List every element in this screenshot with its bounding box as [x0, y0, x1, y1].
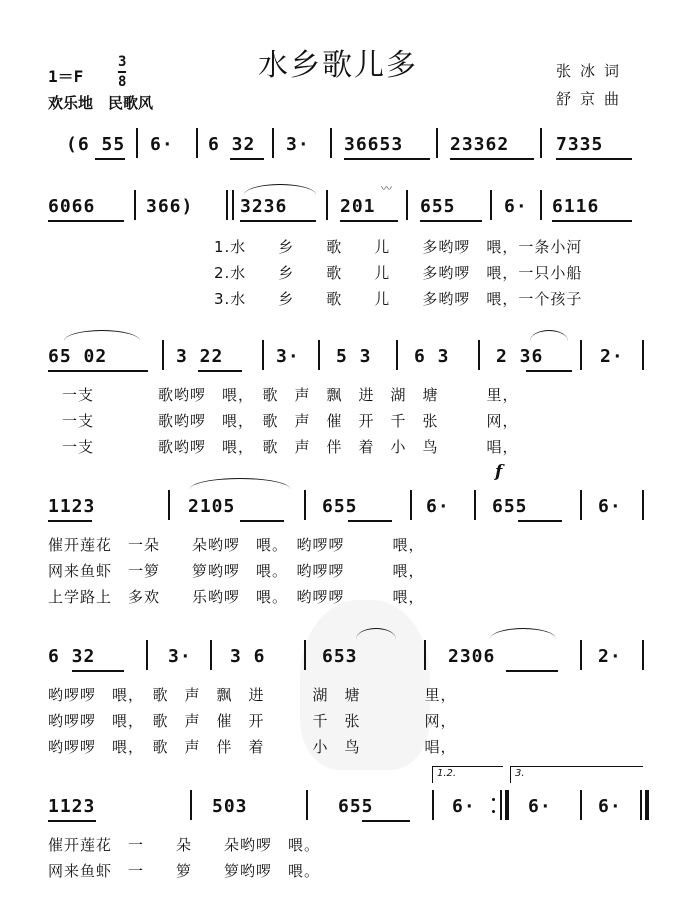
- measure: 6·: [452, 796, 476, 817]
- measure: 6·: [598, 796, 622, 817]
- barline: [580, 640, 582, 670]
- slur: [244, 184, 316, 195]
- measure: 2105: [188, 496, 236, 517]
- slur: [490, 628, 556, 639]
- lyric-line: 一支 歌哟啰 喂， 歌 声 伴 着 小 鸟 唱，: [62, 438, 519, 456]
- volta-bracket-2: 3.: [510, 766, 643, 783]
- barline: [436, 128, 438, 158]
- lyric-line: 哟啰啰 喂， 歌 声 飘 进 湖 塘 里，: [48, 686, 457, 704]
- measure: 3236: [240, 196, 288, 217]
- barline: [490, 190, 492, 220]
- beam: [552, 220, 632, 222]
- barline: [306, 790, 308, 820]
- barline: [162, 340, 164, 370]
- beam: [556, 158, 632, 160]
- volta-bracket-1: 1.2.: [432, 766, 503, 783]
- measure: 655: [338, 796, 374, 817]
- lyric-line: 网来鱼虾 一 箩 箩哟啰 喂。: [48, 862, 321, 880]
- barline: [424, 640, 426, 670]
- barline: [540, 190, 542, 220]
- barline: [134, 190, 136, 220]
- beam: [344, 158, 430, 160]
- measure: 6 3: [414, 346, 450, 367]
- beam: [48, 220, 124, 222]
- repeat-barline-thick: [505, 790, 509, 820]
- measure: 23362: [450, 134, 510, 155]
- measure: 366): [146, 196, 194, 217]
- time-signature: [118, 54, 126, 90]
- final-barline-thick: [645, 790, 649, 820]
- beam: [48, 820, 96, 822]
- beam: [518, 520, 562, 522]
- mordent-ornament: 〰: [381, 182, 390, 195]
- beam: [198, 370, 242, 372]
- measure: 3·: [286, 134, 310, 155]
- measure: 2306: [448, 646, 496, 667]
- barline: [432, 790, 434, 820]
- barline: [168, 490, 170, 520]
- barline: [642, 490, 644, 520]
- beam: [48, 520, 92, 522]
- beam: [340, 220, 398, 222]
- beam: [450, 158, 534, 160]
- barline: [318, 340, 320, 370]
- composer-credit: 舒京曲: [556, 90, 629, 108]
- barline: [262, 340, 264, 370]
- lyric-line: 哟啰啰 喂， 歌 声 伴 着 小 鸟 唱，: [48, 738, 457, 756]
- measure: 1123: [48, 796, 96, 817]
- barline: [226, 190, 228, 220]
- measure: 6·: [150, 134, 174, 155]
- measure: 65 02: [48, 346, 108, 367]
- barline: [304, 490, 306, 520]
- slur: [530, 330, 568, 341]
- measure: 6·: [598, 496, 622, 517]
- barline: [406, 190, 408, 220]
- measure: 201: [340, 196, 376, 217]
- beam: [348, 520, 392, 522]
- barline: [146, 640, 148, 670]
- beam: [420, 220, 482, 222]
- key-signature: 1＝F: [48, 67, 84, 86]
- beam: [95, 158, 125, 160]
- beam: [240, 520, 284, 522]
- measure: 2·: [598, 646, 622, 667]
- measure: 655: [322, 496, 358, 517]
- measure: 6·: [528, 796, 552, 817]
- slur: [190, 478, 290, 489]
- measure: 3 6: [230, 646, 266, 667]
- repeat-dot: [492, 798, 495, 801]
- measure: 36653: [344, 134, 404, 155]
- barline: [330, 128, 332, 158]
- beam: [72, 670, 124, 672]
- final-barline: [640, 790, 642, 820]
- lyric-line: 网来鱼虾 一箩 箩哟啰 喂。 哟啰啰 喂，: [48, 562, 425, 580]
- barline: [478, 340, 480, 370]
- lyric-line: 一支 歌哟啰 喂， 歌 声 飘 进 湖 塘 里，: [62, 386, 519, 404]
- measure: 655: [420, 196, 456, 217]
- lyric-line: 2.水 乡 歌 儿 多哟啰 喂，一只小船: [214, 264, 583, 282]
- barline: [136, 128, 138, 158]
- barline: [210, 640, 212, 670]
- measure: 3 22: [176, 346, 224, 367]
- measure: 6·: [426, 496, 450, 517]
- barline: [642, 340, 644, 370]
- lyric-line: 1.水 乡 歌 儿 多哟啰 喂，一条小河: [214, 238, 583, 256]
- measure: 653: [322, 646, 358, 667]
- dynamic-marking: f: [495, 462, 503, 482]
- measure: 1123: [48, 496, 96, 517]
- beam: [526, 370, 572, 372]
- measure: 3·: [276, 346, 300, 367]
- beam: [48, 370, 148, 372]
- barline: [190, 790, 192, 820]
- measure: 2 36: [496, 346, 544, 367]
- lyric-line: 一支 歌哟啰 喂， 歌 声 催 开 千 张 网，: [62, 412, 519, 430]
- lyric-line: 催开莲花 一朵 朵哟啰 喂。 哟啰啰 喂，: [48, 536, 425, 554]
- lyric-line: 上学路上 多欢 乐哟啰 喂。 哟啰啰 喂，: [48, 588, 425, 606]
- measure: 6·: [504, 196, 528, 217]
- meter-top: 3: [118, 54, 127, 70]
- lyric-line: 哟啰啰 喂， 歌 声 催 开 千 张 网，: [48, 712, 457, 730]
- beam: [506, 670, 558, 672]
- beam: [240, 220, 316, 222]
- barline: [642, 640, 644, 670]
- lyric-line: 3.水 乡 歌 儿 多哟啰 喂，一个孩子: [214, 290, 583, 308]
- measure: 6 32: [208, 134, 256, 155]
- barline: [540, 128, 542, 158]
- barline: [474, 490, 476, 520]
- beam: [362, 820, 410, 822]
- repeat-barline: [500, 790, 502, 820]
- measure: 5 3: [336, 346, 372, 367]
- measure: 503: [212, 796, 248, 817]
- barline: [580, 790, 582, 820]
- barline: [304, 640, 306, 670]
- measure: 7335: [556, 134, 604, 155]
- measure: 655: [492, 496, 528, 517]
- measure: 3·: [168, 646, 192, 667]
- measure: 6066: [48, 196, 96, 217]
- barline: [580, 340, 582, 370]
- lyric-line: 催开莲花 一 朵 朵哟啰 喂。: [48, 836, 321, 854]
- barline: [410, 490, 412, 520]
- beam: [230, 158, 264, 160]
- meter-bottom: 8: [118, 73, 127, 90]
- measure: (6 55: [66, 134, 126, 155]
- slur: [64, 330, 140, 341]
- lyricist-credit: 张冰词: [556, 62, 629, 80]
- measure: 6116: [552, 196, 600, 217]
- barline: [396, 340, 398, 370]
- repeat-dot: [492, 810, 495, 813]
- song-title: 水乡歌儿多: [258, 48, 418, 83]
- barline: [232, 190, 234, 220]
- barline: [580, 490, 582, 520]
- measure: 6 32: [48, 646, 96, 667]
- tempo-marking: 欢乐地 民歌风: [48, 94, 154, 112]
- barline: [196, 128, 198, 158]
- barline: [272, 128, 274, 158]
- measure: 2·: [600, 346, 624, 367]
- barline: [326, 190, 328, 220]
